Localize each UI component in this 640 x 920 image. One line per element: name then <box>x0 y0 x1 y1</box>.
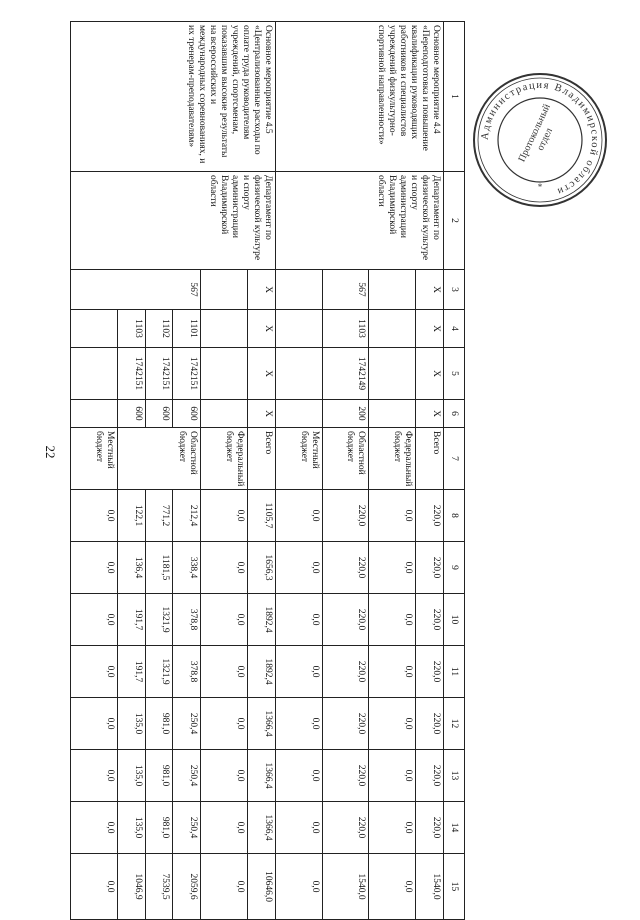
value-cell-col-11: 220,0 <box>322 646 369 698</box>
value-cell-col-13: 250,4 <box>173 750 201 802</box>
value-cell-col-12: 0,0 <box>369 698 416 750</box>
code-cell <box>71 400 118 428</box>
value-cell-col-9: 0,0 <box>201 542 248 594</box>
value-cell-col-15: 0,0 <box>275 854 322 920</box>
value-cell-col-9: 338,4 <box>173 542 201 594</box>
value-cell-col-13: 0,0 <box>71 750 118 802</box>
value-cell-col-15: 0,0 <box>369 854 416 920</box>
value-cell-col-11: 1321,9 <box>145 646 173 698</box>
column-header-7: 7 <box>444 428 465 490</box>
gr-code-cell: X <box>416 270 444 310</box>
value-cell-col-9: 1656,3 <box>248 542 276 594</box>
value-cell-col-8: 0,0 <box>369 490 416 542</box>
value-cell-col-12: 0,0 <box>201 698 248 750</box>
value-cell-col-14: 0,0 <box>71 802 118 854</box>
value-cell-col-15: 7539,5 <box>145 854 173 920</box>
rz-pr-cell: X <box>416 310 444 348</box>
csr-cell: X <box>416 348 444 400</box>
table-row <box>416 22 444 920</box>
value-cell-col-10: 0,0 <box>275 594 322 646</box>
value-cell-col-10: 220,0 <box>322 594 369 646</box>
value-cell-col-13: 220,0 <box>322 750 369 802</box>
vr-cell: 600 <box>117 400 145 428</box>
stamp-center-text: Протокольный отдел <box>516 102 555 164</box>
funding-source-cell: Областной бюджет <box>322 428 369 490</box>
column-header-5: 5 <box>444 348 465 400</box>
value-cell-col-14: 0,0 <box>201 802 248 854</box>
column-header-15: 15 <box>444 854 465 920</box>
value-cell-col-8: 122,1 <box>117 490 145 542</box>
rz-pr-cell <box>275 310 322 348</box>
table-row <box>248 22 276 920</box>
value-cell-col-8: 1105,7 <box>248 490 276 542</box>
value-cell-col-13: 0,0 <box>369 750 416 802</box>
code-cell <box>201 348 248 400</box>
value-cell-col-13: 0,0 <box>275 750 322 802</box>
executor-cell: Департамент по физической культуре и спорту администрации Владимирской области <box>275 172 443 270</box>
stamp-ring-text: Администрация Владимирской области <box>479 79 601 198</box>
value-cell-col-12: 0,0 <box>71 698 118 750</box>
value-cell-col-13: 1366,4 <box>248 750 276 802</box>
value-cell-col-15: 2059,6 <box>173 854 201 920</box>
column-header-4: 4 <box>444 310 465 348</box>
value-cell-col-8: 0,0 <box>201 490 248 542</box>
gr-code-cell <box>275 270 322 310</box>
csr-cell <box>369 348 416 400</box>
value-cell-col-9: 0,0 <box>369 542 416 594</box>
value-cell-col-12: 220,0 <box>322 698 369 750</box>
code-cell <box>201 400 248 428</box>
value-cell-col-10: 1892,4 <box>248 594 276 646</box>
protocol-stamp <box>470 70 610 210</box>
gr-code-cell: 567 <box>71 270 201 310</box>
value-cell-col-15: 1540,0 <box>322 854 369 920</box>
column-header-8: 8 <box>444 490 465 542</box>
header-row <box>444 22 465 920</box>
value-cell-col-14: 1366,4 <box>248 802 276 854</box>
table-container <box>70 21 465 902</box>
gr-code-cell <box>369 270 416 310</box>
value-cell-col-11: 378,8 <box>173 646 201 698</box>
csr-cell: 1742151 <box>117 348 145 400</box>
value-cell-col-11: 0,0 <box>275 646 322 698</box>
value-cell-col-11: 1892,4 <box>248 646 276 698</box>
value-cell-col-13: 981,0 <box>145 750 173 802</box>
funding-source-cell: Всего <box>416 428 444 490</box>
vr-cell <box>275 400 322 428</box>
value-cell-col-14: 0,0 <box>369 802 416 854</box>
activity-name-cell: Основное мероприятие 4.5 «Централизованные расходы по оплате труда руководителям учреждений, спортсменам, показавшим высокие результаты на всероссийских и международных соревнованиях, и их тренерам-преподавателям» <box>71 22 276 172</box>
value-cell-col-14: 220,0 <box>416 802 444 854</box>
value-cell-col-11: 191,7 <box>117 646 145 698</box>
column-header-13: 13 <box>444 750 465 802</box>
value-cell-col-15: 0,0 <box>201 854 248 920</box>
gr-code-cell: 567 <box>322 270 369 310</box>
value-cell-col-10: 0,0 <box>71 594 118 646</box>
csr-cell: 1742151 <box>145 348 173 400</box>
column-header-11: 11 <box>444 646 465 698</box>
value-cell-col-12: 1366,4 <box>248 698 276 750</box>
rz-pr-cell: 1103 <box>322 310 369 348</box>
csr-cell <box>275 348 322 400</box>
funding-source-cell: Местный бюджет <box>275 428 322 490</box>
value-cell-col-13: 0,0 <box>201 750 248 802</box>
code-cell: X <box>248 270 276 310</box>
page-number: 22 <box>43 445 58 459</box>
value-cell-col-12: 250,4 <box>173 698 201 750</box>
code-cell <box>71 310 118 348</box>
value-cell-col-12: 220,0 <box>416 698 444 750</box>
value-cell-col-11: 0,0 <box>369 646 416 698</box>
value-cell-col-8: 220,0 <box>416 490 444 542</box>
code-cell <box>201 270 248 310</box>
column-header-9: 9 <box>444 542 465 594</box>
value-cell-col-12: 981,0 <box>145 698 173 750</box>
value-cell-col-8: 212,4 <box>173 490 201 542</box>
vr-cell: 200 <box>322 400 369 428</box>
vr-cell <box>369 400 416 428</box>
value-cell-col-15: 1046,9 <box>117 854 145 920</box>
column-header-1: 1 <box>444 22 465 172</box>
value-cell-col-14: 0,0 <box>275 802 322 854</box>
funding-source-cell: Местный бюджет <box>71 428 118 490</box>
value-cell-col-10: 220,0 <box>416 594 444 646</box>
column-header-12: 12 <box>444 698 465 750</box>
csr-cell: 1742149 <box>322 348 369 400</box>
value-cell-col-9: 0,0 <box>71 542 118 594</box>
code-cell: X <box>248 348 276 400</box>
value-cell-col-14: 250,4 <box>173 802 201 854</box>
funding-source-cell: Областной бюджет <box>117 428 200 490</box>
column-header-14: 14 <box>444 802 465 854</box>
value-cell-col-11: 0,0 <box>71 646 118 698</box>
column-header-2: 2 <box>444 172 465 270</box>
value-cell-col-10: 0,0 <box>369 594 416 646</box>
rz-pr-cell <box>369 310 416 348</box>
value-cell-col-9: 136,4 <box>117 542 145 594</box>
code-cell <box>71 348 118 400</box>
value-cell-col-13: 135,0 <box>117 750 145 802</box>
vr-cell: 600 <box>145 400 173 428</box>
value-cell-col-8: 220,0 <box>322 490 369 542</box>
value-cell-col-10: 378,8 <box>173 594 201 646</box>
value-cell-col-10: 0,0 <box>201 594 248 646</box>
value-cell-col-9: 220,0 <box>416 542 444 594</box>
value-cell-col-14: 981,0 <box>145 802 173 854</box>
value-cell-col-15: 1540,0 <box>416 854 444 920</box>
column-header-3: 3 <box>444 270 465 310</box>
code-cell: X <box>248 310 276 348</box>
value-cell-col-15: 0,0 <box>71 854 118 920</box>
value-cell-col-14: 220,0 <box>322 802 369 854</box>
value-cell-col-10: 191,7 <box>117 594 145 646</box>
activity-name-cell: Основное мероприятие 4.4 «Переподготовка и повышение квалификации руководящих работников и специалистов учреждений физкультурно-спортивной направленности» <box>275 22 443 172</box>
value-cell-col-9: 220,0 <box>322 542 369 594</box>
rz-pr-cell: 1102 <box>145 310 173 348</box>
funding-source-cell: Федеральный бюджет <box>369 428 416 490</box>
value-cell-col-12: 0,0 <box>275 698 322 750</box>
funding-source-cell: Всего <box>248 428 276 490</box>
executor-cell: Департамент по физической культуре и спорту администрации Владимирской области <box>71 172 276 270</box>
column-header-10: 10 <box>444 594 465 646</box>
rz-pr-cell: 1101 <box>173 310 201 348</box>
value-cell-col-13: 220,0 <box>416 750 444 802</box>
rz-pr-cell: 1103 <box>117 310 145 348</box>
code-cell: X <box>248 400 276 428</box>
code-cell <box>201 310 248 348</box>
value-cell-col-15: 10646,0 <box>248 854 276 920</box>
value-cell-col-8: 0,0 <box>71 490 118 542</box>
value-cell-col-11: 220,0 <box>416 646 444 698</box>
value-cell-col-8: 771,2 <box>145 490 173 542</box>
csr-cell: 1742151 <box>173 348 201 400</box>
funding-source-cell: Федеральный бюджет <box>201 428 248 490</box>
value-cell-col-8: 0,0 <box>275 490 322 542</box>
budget-table <box>70 21 465 920</box>
vr-cell: X <box>416 400 444 428</box>
value-cell-col-11: 0,0 <box>201 646 248 698</box>
vr-cell: 600 <box>173 400 201 428</box>
column-header-6: 6 <box>444 400 465 428</box>
value-cell-col-14: 135,0 <box>117 802 145 854</box>
value-cell-col-10: 1321,9 <box>145 594 173 646</box>
svg-text:*: * <box>537 182 543 192</box>
value-cell-col-9: 1181,5 <box>145 542 173 594</box>
value-cell-col-9: 0,0 <box>275 542 322 594</box>
value-cell-col-12: 135,0 <box>117 698 145 750</box>
